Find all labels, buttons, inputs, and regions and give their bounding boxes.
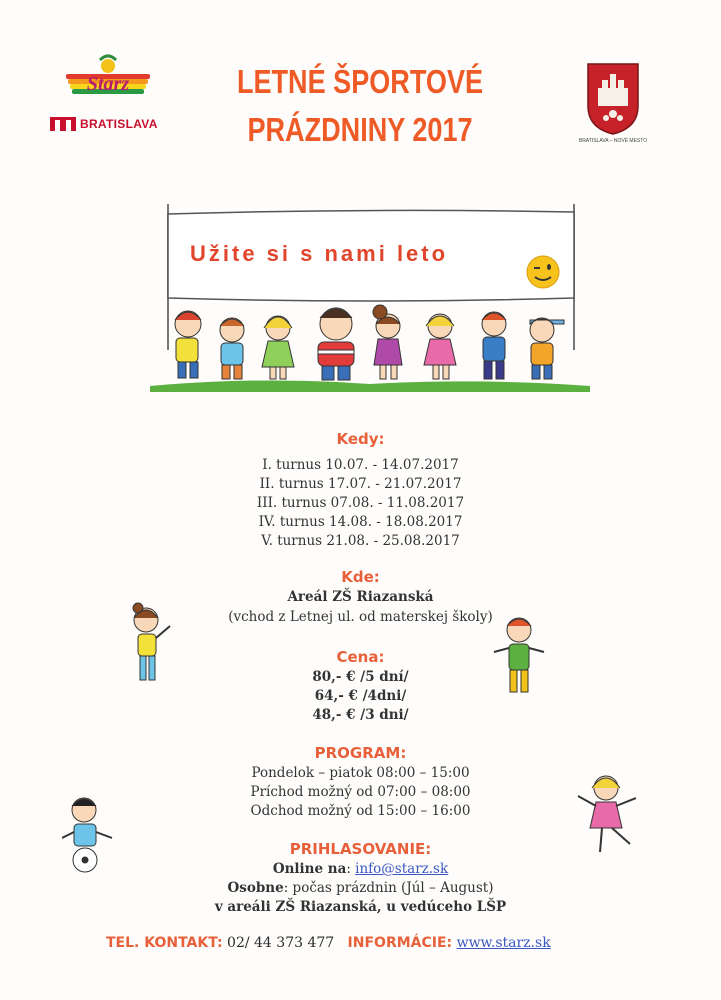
- cena-heading: Cena:: [336, 648, 385, 666]
- program-hours: Pondelok – piatok 08:00 – 15:00: [251, 765, 470, 781]
- girl-waving-illustration: [124, 600, 184, 695]
- banner-text: Užite si s nami leto: [190, 241, 449, 266]
- program-heading: PROGRAM:: [314, 744, 407, 762]
- online-registration: Online na: info@starz.sk: [272, 861, 449, 877]
- boy-waving-illustration: [488, 612, 550, 702]
- info-label: INFORMÁCIE:: [347, 935, 453, 951]
- kedy-heading: Kedy:: [336, 430, 385, 448]
- boy-with-ball-illustration: [62, 794, 122, 876]
- bratislava-logo: [50, 116, 158, 132]
- turnus-5: V. turnus 21.08. - 25.08.2017: [261, 533, 460, 549]
- starz-logo-text: Starz: [86, 73, 130, 95]
- turnus-3: III. turnus 07.08. - 11.08.2017: [256, 495, 465, 511]
- turnus-list: [0, 456, 721, 551]
- registration-email-link[interactable]: info@starz.sk: [355, 861, 449, 877]
- program-departure: Odchod možný od 15:00 – 16:00: [250, 803, 471, 819]
- kids-banner-illustration: [150, 200, 590, 395]
- bratislava-logo-text: BRATISLAVA: [80, 117, 158, 131]
- starz-logo: [62, 52, 154, 98]
- prihlasovanie-heading: PRIHLASOVANIE:: [289, 840, 432, 858]
- price-3-days: 48,- € /3 dni/: [312, 707, 409, 723]
- title-line-2: PRÁZDNINY 2017: [247, 111, 473, 148]
- girl-jumping-illustration: [570, 768, 645, 856]
- program-arrival: Príchod možný od 07:00 – 08:00: [250, 784, 471, 800]
- website-link[interactable]: www.starz.sk: [456, 935, 551, 951]
- bratislava-castle-icon: [50, 117, 76, 131]
- kde-note: (vchod z Letnej ul. od materskej školy): [228, 609, 493, 625]
- tel-value: 02/ 44 373 477: [227, 935, 335, 951]
- kde-heading: Kde:: [341, 568, 380, 586]
- turnus-4: IV. turnus 14.08. - 18.08.2017: [258, 514, 463, 530]
- osobne-text: : počas prázdnin (Júl – August): [283, 880, 494, 896]
- turnus-2: II. turnus 17.07. - 21.07.2017: [259, 476, 462, 492]
- turnus-1: I. turnus 10.07. - 14.07.2017: [262, 457, 459, 473]
- registration-place: v areáli ZŠ Riazanská, u vedúceho LŠP: [214, 899, 507, 915]
- osobne-label: Osobne: [227, 880, 284, 896]
- personal-registration: [0, 879, 721, 898]
- kde-place: Areál ZŠ Riazanská: [287, 589, 434, 605]
- nove-mesto-crest: [586, 62, 640, 136]
- title-line-1: LETNÉ ŠPORTOVÉ: [236, 63, 484, 100]
- price-list: [0, 668, 721, 725]
- winking-smiley-icon: [527, 256, 559, 288]
- online-label: Online na: [272, 861, 347, 877]
- crest-caption: BRATISLAVA – NOVÉ MESTO: [578, 138, 648, 144]
- price-5-days: 80,- € /5 dní/: [312, 669, 409, 685]
- footer-contact: [106, 935, 551, 951]
- page-title: [229, 58, 491, 154]
- price-4-days: 64,- € /4dni/: [314, 688, 407, 704]
- tel-label: TEL. KONTAKT:: [106, 935, 223, 951]
